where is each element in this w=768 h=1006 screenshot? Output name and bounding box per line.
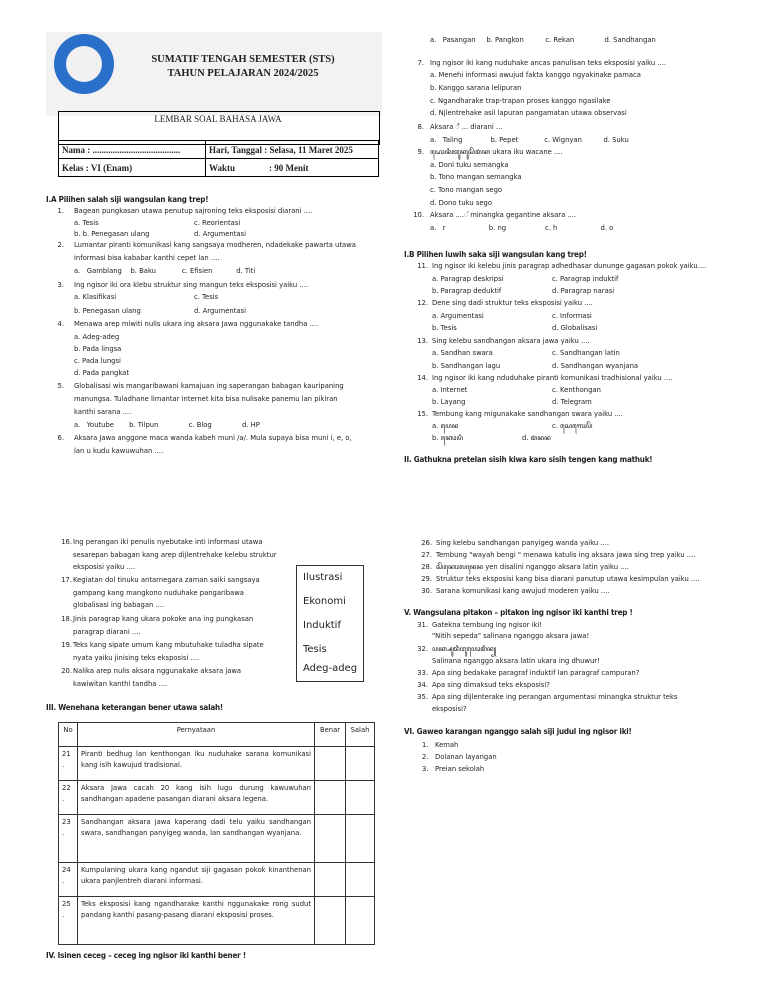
q3-option-a[interactable]: a. Klasifikasi: [74, 293, 117, 301]
table-row: [59, 897, 375, 945]
row-number: 24 .: [59, 863, 78, 897]
q14-option-d[interactable]: d. Telegram: [552, 398, 592, 406]
q5-number: 5.: [57, 382, 64, 390]
q6-number: 6.: [57, 434, 64, 442]
q7-option-a[interactable]: a. Menehi informasi awujud fakta kanggo ngyakinake pamaca: [430, 71, 641, 79]
row-number: 25 .: [59, 897, 78, 945]
q10-text: Aksara ....ꦂ minangka gegantine aksara ....: [430, 211, 577, 219]
q14-option-c[interactable]: c. Kenthongan: [552, 386, 601, 394]
match-option-4[interactable]: Tesis: [303, 644, 327, 655]
section-3-title: III. Wenehana keterangan bener utawa salah!: [46, 703, 224, 712]
q16-text-2: sesarepan babagan kang arep dijlentrehake kelebu struktur: [73, 551, 277, 559]
true-cell[interactable]: [315, 897, 346, 945]
q1-text: Bagean pungkasan utawa penutup sajroning teks eksposisi diarani ....: [74, 207, 313, 215]
sheet-title: LEMBAR SOAL BAHASA JAWA: [154, 114, 282, 124]
col-true: Benar: [315, 723, 346, 747]
q4-option-b[interactable]: b. Pada lingsa: [74, 345, 122, 353]
section-6-title: VI. Gaweo karangan nganggo salah siji judul ing ngisor iki!: [404, 727, 632, 736]
q2-text-1: Lumantar piranti komunikasi kang sangsaya modheren, ndadekake pawarta utawa: [74, 241, 356, 249]
q19-text-2: nyata yaiku jinising teks eksposisi ....: [73, 654, 200, 662]
q3-option-d[interactable]: d. Argumentasi: [194, 307, 246, 315]
q26-text: Sing kelebu sandhangan panyigeg wanda yaiku ....: [436, 539, 610, 547]
row-statement: Piranti bedhug lan kenthongan iku nuduhake sarana komunikasi kang isih kawujud tradisional.: [78, 747, 315, 781]
q33-text: Apa sing bedakake paragraf induktif lan paragraf campuran?: [432, 669, 640, 677]
q7-number: 7.: [417, 59, 424, 67]
q6-text-2: lan u kudu kawuwuhan ....: [74, 447, 164, 455]
q7-option-b[interactable]: b. Kanggo sarana lelipuran: [430, 84, 522, 92]
q31-text-2: "Nitih sepeda" salinana nganggo aksara jawa!: [432, 632, 590, 640]
q5-options[interactable]: a. Youtube b. Tilpun c. Blog d. HP: [74, 421, 260, 429]
essay-topic-2: 2. Dolanan layangan: [422, 753, 497, 761]
q28-number: 28.: [421, 563, 432, 571]
time-value: : 90 Menit: [269, 162, 309, 173]
q32-text: Salinana nganggo aksara latin ukara ing dhuwur!: [432, 657, 600, 665]
name-field[interactable]: Nama : .......................................: [59, 141, 206, 159]
q1-number: 1.: [57, 207, 64, 215]
q4-number: 4.: [57, 320, 64, 328]
q32-javanese: ꦥꦏ꧀ꦱꦸꦢꦶꦔꦸꦥꦺꦴꦩꦶꦤ꧀: [432, 645, 497, 653]
q7-option-c[interactable]: c. Ngandharake trap-trapan proses kanggo ngasilake: [430, 97, 611, 105]
row-number: 23 .: [59, 815, 78, 863]
q5-text-2: manungsa. Tuladhane limantar internet kita bisa nulisake panemu lan pikiran: [74, 395, 338, 403]
q29-number: 29.: [421, 575, 432, 583]
q6-options[interactable]: a. Pasangan b. Pangkon c. Rekan d. Sandhangan: [430, 36, 656, 44]
q20-number: 20.: [61, 667, 72, 675]
exam-title: SUMATIF TENGAH SEMESTER (STS): [151, 54, 335, 65]
q3-text: Ing ngisor iki ora klebu struktur sing mangun teks eksposisi yaiku ....: [74, 281, 309, 289]
q35-text-1: Apa sing dijlenterake ing perangan argumentasi minangka struktur teks: [432, 693, 678, 701]
table-row: [59, 815, 375, 863]
q1-option-c[interactable]: c. Reorientasi: [194, 219, 241, 227]
q12-number: 12.: [417, 299, 428, 307]
q10-number: 10.: [413, 211, 424, 219]
time-label: Waktu: [209, 162, 236, 173]
q12-option-b[interactable]: b. Tesis: [432, 324, 457, 332]
match-option-5[interactable]: Adeg-adeg: [303, 663, 358, 674]
q27-text: Tembung "wayah bengi " menawa katulis ing aksara jawa sing trep yaiku ....: [436, 551, 696, 559]
q11-number: 11.: [417, 262, 428, 270]
row-number: 22 .: [59, 781, 78, 815]
q34-text: Apa sing dimaksud teks eksposisi?: [432, 681, 550, 689]
q14-option-b[interactable]: b. Layang: [432, 398, 466, 406]
row-statement: Teks eksposisi kang ngandharake kanthi nggunakake rong sudut pandang kanthi pasang-pasang diarani eksposisi proses.: [78, 897, 315, 945]
q18-text-1: Jinis paragrap kang ukara pokoke ana ing pungkasan: [73, 615, 254, 623]
essay-topic-3: 3. Preian sekolah: [422, 765, 485, 773]
q20-text-2: kawiwitan kanthi tandha ....: [73, 680, 168, 688]
col-statement: Pernyataan: [78, 723, 315, 747]
q6-text-1: Aksara Jawa anggone maca wanda kabeh muni /a/. Mula supaya bisa muni i, e, o,: [74, 434, 352, 442]
q16-text-1: Ing perangan iki penulis nyebutake inti informasi utawa: [73, 538, 263, 546]
q1-option-b[interactable]: b. b. Penegasan ulang: [74, 230, 150, 238]
q18-text-2: paragrap diarani ....: [73, 628, 141, 636]
q15-option-d[interactable]: d. ꦩꦁꦤꦤ: [522, 434, 551, 442]
q12-text: Dene sing dadi struktur teks eksposisi yaiku ....: [432, 299, 593, 307]
essay-topic-1: 1. Kemah: [422, 741, 459, 749]
q19-number: 19.: [61, 641, 72, 649]
q11-text: Ing ngisor iki kelebu jinis paragrap adhedhasar dununge gagasan pokok yaiku....: [432, 262, 707, 270]
q28-text: ꦱꦼꦏꦺꦴꦭꦃꦤꦤ yen disalini nganggo aksara latin yaiku ....: [436, 563, 629, 571]
q13-text: Sing kelebu sandhangan aksara jawa yaiku ....: [432, 337, 590, 345]
q8-text: Aksara ꦶ ... diarani ...: [430, 123, 503, 131]
q7-text: Ing ngisor iki kang nuduhake ancas panulisan teks eksposisi yaiku ....: [430, 59, 667, 67]
q5-text-1: Globalisasi wis mangaribawani kamajuan ing saperangan babagan kauripaning: [74, 382, 344, 390]
q11-option-c[interactable]: c. Paragrap induktif: [552, 275, 619, 283]
match-option-3[interactable]: Induktif: [303, 620, 341, 631]
q11-option-b[interactable]: b. Paragrap deduktif: [432, 287, 502, 295]
false-cell[interactable]: [346, 747, 375, 781]
q31-number: 31.: [417, 621, 428, 629]
q35-number: 35.: [417, 693, 428, 701]
q10-options[interactable]: a. r b. ng c. h d. o: [430, 224, 614, 232]
col-no: No: [59, 723, 78, 747]
q9-text: ꦝꦺꦴꦤꦶꦠꦸꦏꦸꦱꦼꦩꦁꦏ ukara iku wacane ....: [430, 148, 563, 156]
false-cell[interactable]: [346, 815, 375, 863]
section-4-title: IV. Isinen ceceg – ceceg ing ngisor iki kanthi bener !: [46, 951, 246, 960]
logo-emblem: [66, 46, 102, 82]
q12-option-a[interactable]: a. Argumentasi: [432, 312, 484, 320]
q2-options[interactable]: a. Gamblang b. Baku c. Efisien d. Titi: [74, 267, 256, 275]
q3-option-c[interactable]: c. Tesis: [194, 293, 219, 301]
q17-text-1: Kegiatan dol tinuku antarnegara zaman saiki sangsaya: [73, 576, 260, 584]
q14-option-a[interactable]: a. Internet: [432, 386, 468, 394]
q4-option-c[interactable]: c. Pada lungsi: [74, 357, 121, 365]
q7-option-d[interactable]: d. Njlentrehake asil lapuran pangamatan utawa observasi: [430, 109, 627, 117]
q17-text-2: gampang kang mangkono nuduhake pangaribawa: [73, 589, 244, 597]
q14-number: 14.: [417, 374, 428, 382]
section-1b-title: I.B Pilihen luwih saka siji wangsulan kang trep!: [404, 250, 587, 259]
col-false: Salah: [346, 723, 375, 747]
row-statement: Kumpulaning ukara kang ngandut siji gagasan pokok kinanthenan ukara panjlentreh diarani informasi.: [78, 863, 315, 897]
false-cell[interactable]: [346, 781, 375, 815]
true-cell[interactable]: [315, 781, 346, 815]
q5-text-3: kanthi sarana ....: [74, 408, 132, 416]
q11-option-d[interactable]: d. Paragrap narasi: [552, 287, 615, 295]
section-5-title: V. Wangsulana pitakon – pitakon ing ngisor iki kanthi trep !: [404, 608, 633, 617]
q12-option-c[interactable]: c. Informasi: [552, 312, 592, 320]
q1-option-a[interactable]: a. Tesis: [74, 219, 99, 227]
q4-option-d[interactable]: d. Pada pangkat: [74, 369, 129, 377]
table-row: [59, 781, 375, 815]
q13-option-c[interactable]: c. Sandhangan latin: [552, 349, 620, 357]
matching-answer-box: [296, 565, 364, 682]
q14-text: Ing ngisor iki kang nduduhake piranti komunikasi tradhisional yaiku ....: [432, 374, 673, 382]
q8-options[interactable]: a. Taling b. Pepet c. Wignyan d. Suku: [430, 136, 629, 144]
q32-number: 32.: [417, 645, 428, 653]
q26-number: 26.: [421, 539, 432, 547]
q16-number: 16.: [61, 538, 72, 546]
q15-option-a[interactable]: a. ꦥꦺꦤ: [432, 422, 459, 430]
row-statement: Sandhangan aksara jawa kaperang dadi telu yaiku sandhangan swara, sandhangan panyigeg wanda, lan sandhangan wyanjana.: [78, 815, 315, 863]
q30-text: Sarana komunikasi kang awujud moderen yaiku ....: [436, 587, 610, 595]
q4-text: Menawa arep miwiti nulis ukara ing aksara Jawa nggunakake tandha ....: [74, 320, 319, 328]
q12-option-d[interactable]: d. Globalisasi: [552, 324, 598, 332]
false-cell[interactable]: [346, 863, 375, 897]
q11-option-a[interactable]: a. Paragrap deskripsi: [432, 275, 504, 283]
match-option-2[interactable]: Ekonomi: [303, 596, 346, 607]
q17-number: 17.: [61, 576, 72, 584]
q9-option-b[interactable]: b. Tono mangan semangka: [430, 173, 522, 181]
true-cell[interactable]: [315, 815, 346, 863]
q15-text: Tembung kang migunakake sandhangan swara yaiku ....: [432, 410, 623, 418]
q2-text-2: informasi bisa kababar kanthi cepet lan ....: [74, 254, 220, 262]
q13-option-d[interactable]: d. Sandhangan wyanjana: [552, 362, 639, 370]
q4-option-a[interactable]: a. Adeg-adeg: [74, 333, 120, 341]
table-row: [59, 863, 375, 897]
q33-number: 33.: [417, 669, 428, 677]
q9-option-d[interactable]: d. Dono tuku sego: [430, 199, 493, 207]
table-row: [59, 747, 375, 781]
q3-option-b[interactable]: b. Penegasan ulang: [74, 307, 141, 315]
q35-text-2: eksposisi?: [432, 705, 467, 713]
q30-number: 30.: [421, 587, 432, 595]
q3-number: 3.: [57, 281, 64, 289]
q9-option-a[interactable]: a. Doni tuku semangka: [430, 161, 509, 169]
true-cell[interactable]: [315, 747, 346, 781]
row-statement: Aksara Jawa cacah 20 kang isih lugu durung kawuwuhan sandhangan apadene pasangan diarani aksara legena.: [78, 781, 315, 815]
q9-option-c[interactable]: c. Tono mangan sego: [430, 186, 503, 194]
false-cell[interactable]: [346, 897, 375, 945]
q13-number: 13.: [417, 337, 428, 345]
q19-text-1: Teks kang sipate umum kang mbutuhake tuladha sipate: [73, 641, 264, 649]
class-field: Kelas : VI (Enam): [59, 159, 206, 177]
true-false-table: [58, 722, 375, 945]
q31-text-1: Gatekna tembung ing ngisor iki!: [432, 621, 542, 629]
q15-option-b[interactable]: b. ꦏꦺꦴꦥꦶ: [432, 434, 463, 442]
row-number: 21 .: [59, 747, 78, 781]
q20-text-1: Nalika arep nulis aksara nggunakake aksara jawa: [73, 667, 242, 675]
q16-text-3: eksposisi yaiku ....: [73, 563, 136, 571]
q18-number: 18.: [61, 615, 72, 623]
q27-number: 27.: [421, 551, 432, 559]
q15-option-c[interactable]: c. ꦱꦺꦒꦺꦴꦥꦼ: [552, 422, 593, 430]
q15-number: 15.: [417, 410, 428, 418]
q8-number: 8.: [417, 123, 424, 131]
q1-option-d[interactable]: d. Argumentasi: [194, 230, 246, 238]
section-1a-title: I.A Pilihen salah siji wangsulan kang trep!: [46, 195, 209, 204]
q2-number: 2.: [57, 241, 64, 249]
q9-number: 9.: [417, 148, 424, 156]
q34-number: 34.: [417, 681, 428, 689]
section-2-title: II. Gathukna pretelan sisih kiwa karo sisih tengen kang mathuk!: [404, 455, 653, 464]
date-field: Hari, Tanggal : Selasa, 11 Maret 2025: [206, 141, 379, 159]
q13-option-a[interactable]: a. Sandhan swara: [432, 349, 493, 357]
q17-text-3: globalisasi ing babagan ....: [73, 601, 165, 609]
identity-table: [58, 140, 379, 177]
exam-year: TAHUN PELAJARAN 2024/2025: [167, 68, 319, 79]
true-cell[interactable]: [315, 863, 346, 897]
q13-option-b[interactable]: b. Sandhangan lagu: [432, 362, 501, 370]
q29-text: Struktur teks eksposisi kang bisa diarani panutup utawa kesimpulan yaiku ....: [436, 575, 700, 583]
match-option-1[interactable]: Ilustrasi: [303, 572, 343, 583]
